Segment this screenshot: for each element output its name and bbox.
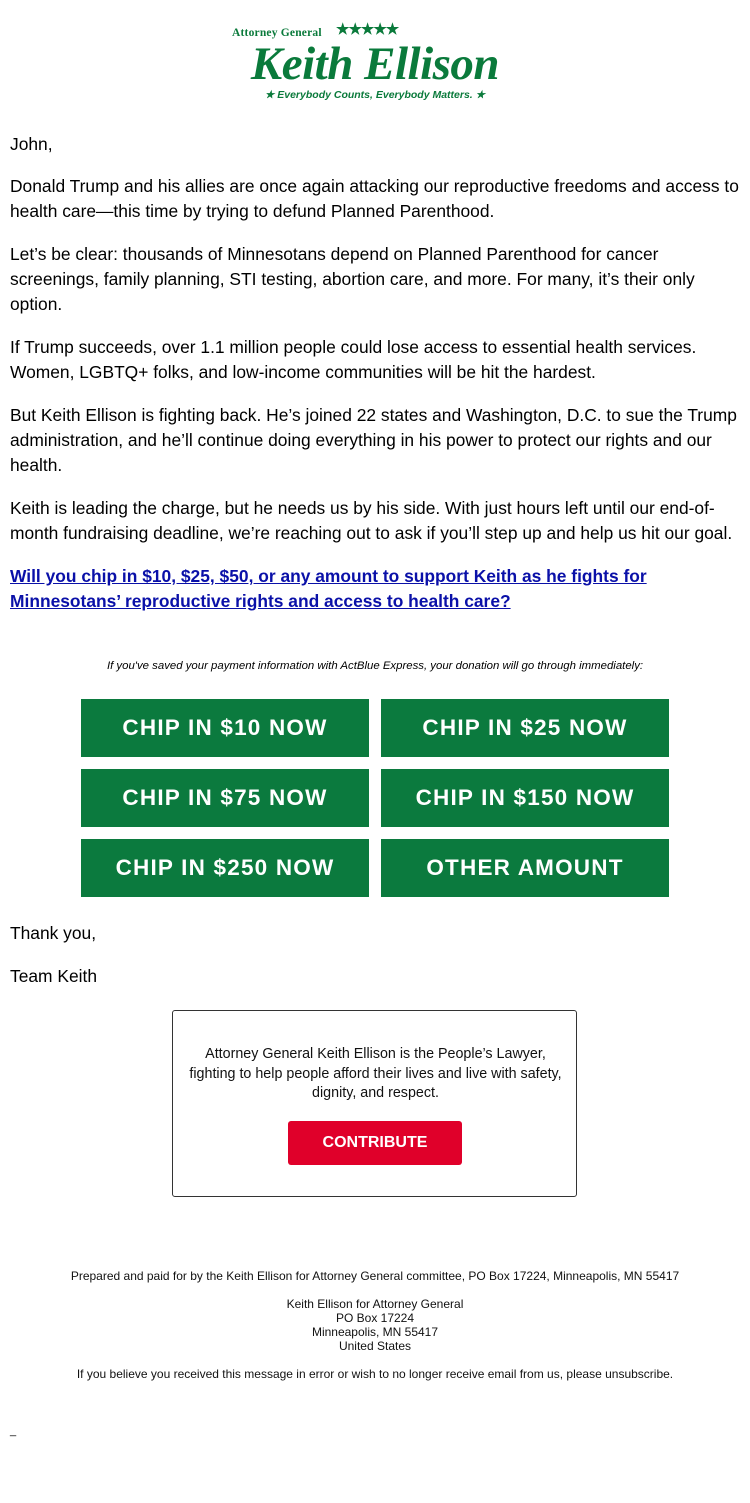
actblue-express-note: If you've saved your payment information with ActBlue Express, your donation will go through immediately: (106, 660, 644, 672)
closing: Thank you, (10, 923, 97, 943)
greeting: John, (10, 134, 53, 154)
contribute-button[interactable]: CONTRIBUTE (288, 1121, 462, 1165)
chip-in-10-button[interactable]: CHIP IN $10 NOW (81, 699, 369, 757)
address-line-3: Minneapolis, MN 55417 (311, 1325, 439, 1339)
chip-in-75-button[interactable]: CHIP IN $75 NOW (81, 769, 369, 827)
email-body (10, 132, 745, 614)
trailing-mark: _ (10, 1425, 17, 1437)
paragraph-5: Keith is leading the charge, but he needs us by his side. With just hours left until our end-of-month fundraising deadline, we’re reaching out to ask if you’ll step up and help us hit our goal. (10, 498, 733, 543)
chip-in-150-button[interactable]: CHIP IN $150 NOW (381, 769, 669, 827)
chip-in-25-button[interactable]: CHIP IN $25 NOW (381, 699, 669, 757)
paragraph-3: If Trump succeeds, over 1.1 million people could lose access to essential health services. Women, LGBTQ+ folks, and low-income communities will be hit the hardest. (10, 337, 697, 382)
paragraph-4: But Keith Ellison is fighting back. He’s joined 22 states and Washington, D.C. to sue the Trump administration, and he’ll continue doing everything in his power to protect our rights and our health. (10, 405, 737, 475)
promo-box (172, 1010, 577, 1197)
logo-title-line: Attorney General (232, 27, 322, 39)
address-line-4: United States (338, 1339, 412, 1353)
logo-stars-icon: ★★★★★ (336, 22, 399, 38)
campaign-logo (0, 18, 750, 101)
other-amount-button[interactable]: OTHER AMOUNT (381, 839, 669, 897)
paragraph-2: Let’s be clear: thousands of Minnesotans depend on Planned Parenthood for cancer screenings, family planning, STI testing, abortion care, and more. For many, it’s their only option. (10, 244, 695, 314)
logo-tagline: ★ Everybody Counts, Everybody Matters. ★ (264, 89, 486, 101)
mailing-address (0, 1297, 750, 1353)
chip-in-250-button[interactable]: CHIP IN $250 NOW (81, 839, 369, 897)
address-line-2: PO Box 17224 (335, 1311, 415, 1325)
paragraph-1: Donald Trump and his allies are once again attacking our reproductive freedoms and access to health care—this time by trying to defund Planned Parenthood. (10, 176, 739, 221)
promo-text: Attorney General Keith Ellison is the People’s Lawyer, fighting to help people afford their lives and live with safety, dignity, and respect. (189, 1046, 562, 1101)
donation-ask-link[interactable]: Will you chip in $10, $25, $50, or any amount to support Keith as he fights for Minnesotans’ reproductive rights and access to health care? (10, 566, 647, 611)
paid-for-disclaimer: Prepared and paid for by the Keith Ellison for Attorney General committee, PO Box 17224, Minneapolis, MN 55417 (70, 1269, 680, 1283)
address-line-1: Keith Ellison for Attorney General (286, 1297, 464, 1311)
signature: Team Keith (10, 966, 97, 986)
logo-name: Keith Ellison (250, 38, 500, 90)
unsubscribe-text[interactable]: If you believe you received this message in error or wish to no longer receive email from us, please unsubscribe. (76, 1367, 674, 1381)
